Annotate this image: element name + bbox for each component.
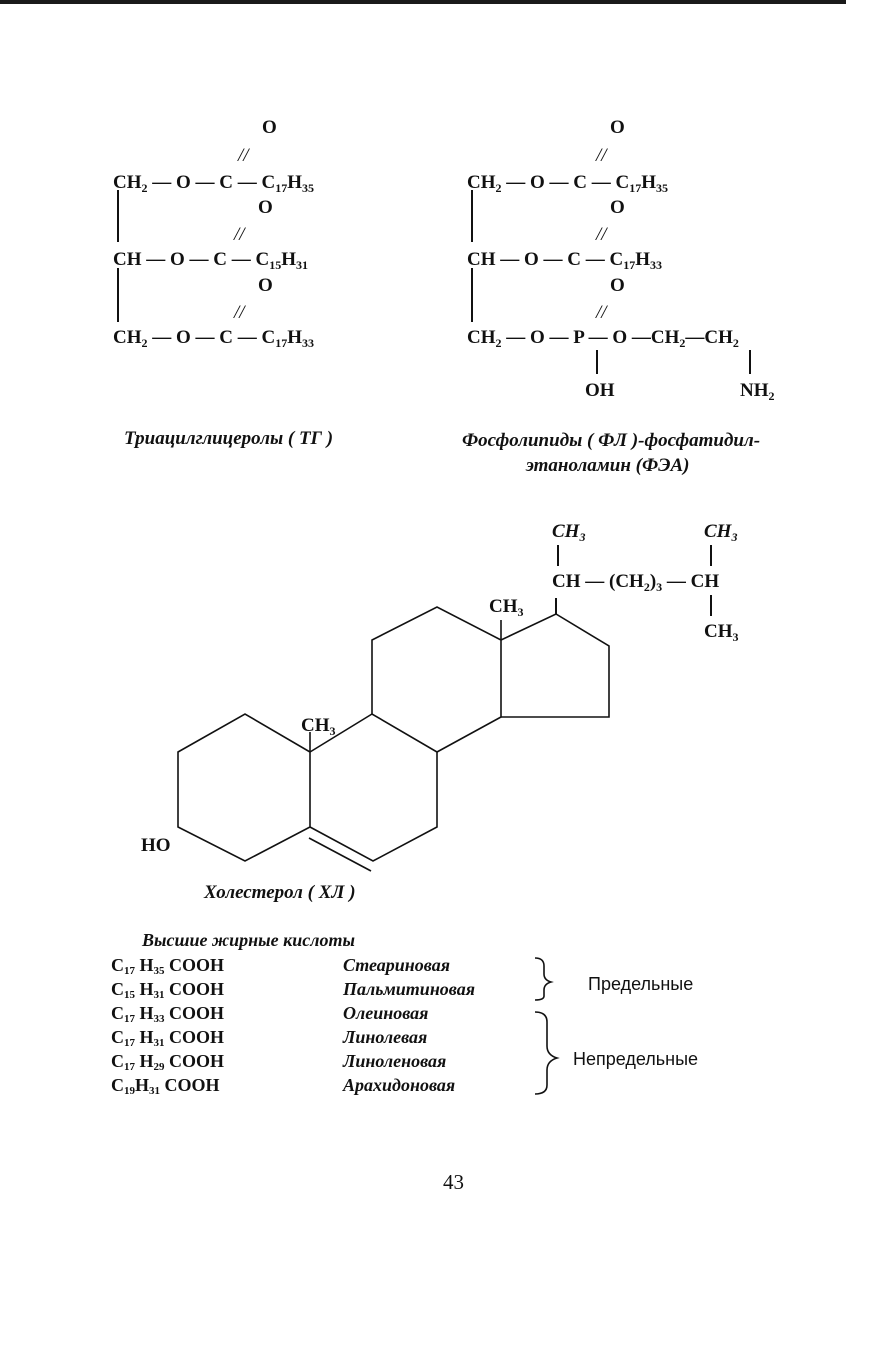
unsaturated-label: Непредельные bbox=[573, 1049, 699, 1069]
chol-caption: Холестерол ( ХЛ ) bbox=[204, 882, 356, 903]
pl-phosphoryl-o: O bbox=[610, 275, 625, 296]
brace-saturated bbox=[535, 958, 551, 1000]
pl-double-bond-2: // bbox=[596, 224, 607, 245]
acid-formula: $C_{19}H_{31}$ COOH bbox=[111, 1075, 220, 1097]
list-item bbox=[111, 1027, 531, 1051]
saturated-label: Предельные bbox=[588, 974, 694, 994]
pl-carbonyl-o-1: O bbox=[610, 117, 625, 138]
tg-row-2: CH — O — C — $C_{15}H_{31}$ bbox=[113, 249, 309, 272]
list-item bbox=[111, 979, 531, 1003]
acid-name: Олеиновая bbox=[343, 1003, 429, 1023]
chol-ring-a bbox=[178, 714, 310, 861]
pl-nh2: $NH_2$ bbox=[740, 380, 775, 403]
pl-double-bond-3: // bbox=[596, 302, 607, 323]
chol-ring-d bbox=[501, 614, 609, 717]
chol-ch3-bottom: $CH_3$ bbox=[704, 621, 739, 644]
tg-double-bond-3: // bbox=[234, 302, 245, 323]
tg-double-bond-1: // bbox=[238, 145, 249, 166]
acid-name: Пальмитиновая bbox=[343, 979, 476, 999]
tg-caption: Триацилглицеролы ( ТГ ) bbox=[124, 428, 334, 449]
tg-double-bond-2: // bbox=[234, 224, 245, 245]
chol-ring-c bbox=[372, 607, 501, 752]
page-number: 43 bbox=[443, 1170, 464, 1194]
pl-oh: OH bbox=[585, 380, 615, 401]
acid-formula: $C_{17}$ $H_{31}$ COOH bbox=[111, 1027, 225, 1049]
acid-formula: $C_{15}$ $H_{31}$ COOH bbox=[111, 979, 225, 1001]
list-item bbox=[111, 1051, 531, 1075]
acid-name: Арахидоновая bbox=[343, 1075, 456, 1095]
pl-double-bond-1: // bbox=[596, 145, 607, 166]
pl-row-2: CH — O — C — $C_{17}H_{33}$ bbox=[467, 249, 663, 272]
chol-side-chain: CH — $(CH_2)_3$ — CH bbox=[552, 571, 720, 594]
chol-ch3-ring-a: $CH_3$ bbox=[301, 715, 336, 738]
list-item bbox=[111, 1003, 531, 1027]
chol-ch3-side-2: $CH_3$ bbox=[704, 521, 738, 544]
fatty-acids-title: Высшие жирные кислоты bbox=[142, 930, 355, 950]
chol-ch3-side-1: $CH_3$ bbox=[552, 521, 586, 544]
pl-row-3: $CH_2$ — O — P — O $—CH_2—CH_2$ bbox=[467, 327, 739, 350]
pl-caption-line-1: Фосфолипиды ( ФЛ )-фосфатидил- bbox=[462, 430, 761, 451]
brace-unsaturated bbox=[535, 1012, 557, 1094]
pl-carbonyl-o-2: O bbox=[610, 197, 625, 218]
pl-row-1: $CH_2$ — O — C — $C_{17}H_{35}$ bbox=[467, 172, 669, 195]
tg-carbonyl-o-1: O bbox=[262, 117, 277, 138]
acid-formula: $C_{17}$ $H_{35}$ COOH bbox=[111, 955, 225, 977]
acid-formula: $C_{17}$ $H_{33}$ COOH bbox=[111, 1003, 225, 1025]
acid-name: Стеариновая bbox=[343, 955, 450, 975]
tg-row-3: $CH_2$ — O — C — $C_{17}H_{33}$ bbox=[113, 327, 315, 350]
chol-ch3-ring-d: $CH_3$ bbox=[489, 596, 524, 619]
list-item bbox=[111, 1075, 531, 1099]
tg-carbonyl-o-2: O bbox=[258, 197, 273, 218]
list-item bbox=[111, 955, 531, 979]
acid-name: Линолевая bbox=[343, 1027, 428, 1047]
tg-row-1: $CH_2$ — O — C — $C_{17}H_{35}$ bbox=[113, 172, 315, 195]
chol-ho: HO bbox=[141, 835, 171, 856]
acid-name: Линоленовая bbox=[343, 1051, 447, 1071]
tg-carbonyl-o-3: O bbox=[258, 275, 273, 296]
pl-caption-line-2: этаноламин (ФЭА) bbox=[526, 455, 690, 476]
acid-formula: $C_{17}$ $H_{29}$ COOH bbox=[111, 1051, 225, 1073]
